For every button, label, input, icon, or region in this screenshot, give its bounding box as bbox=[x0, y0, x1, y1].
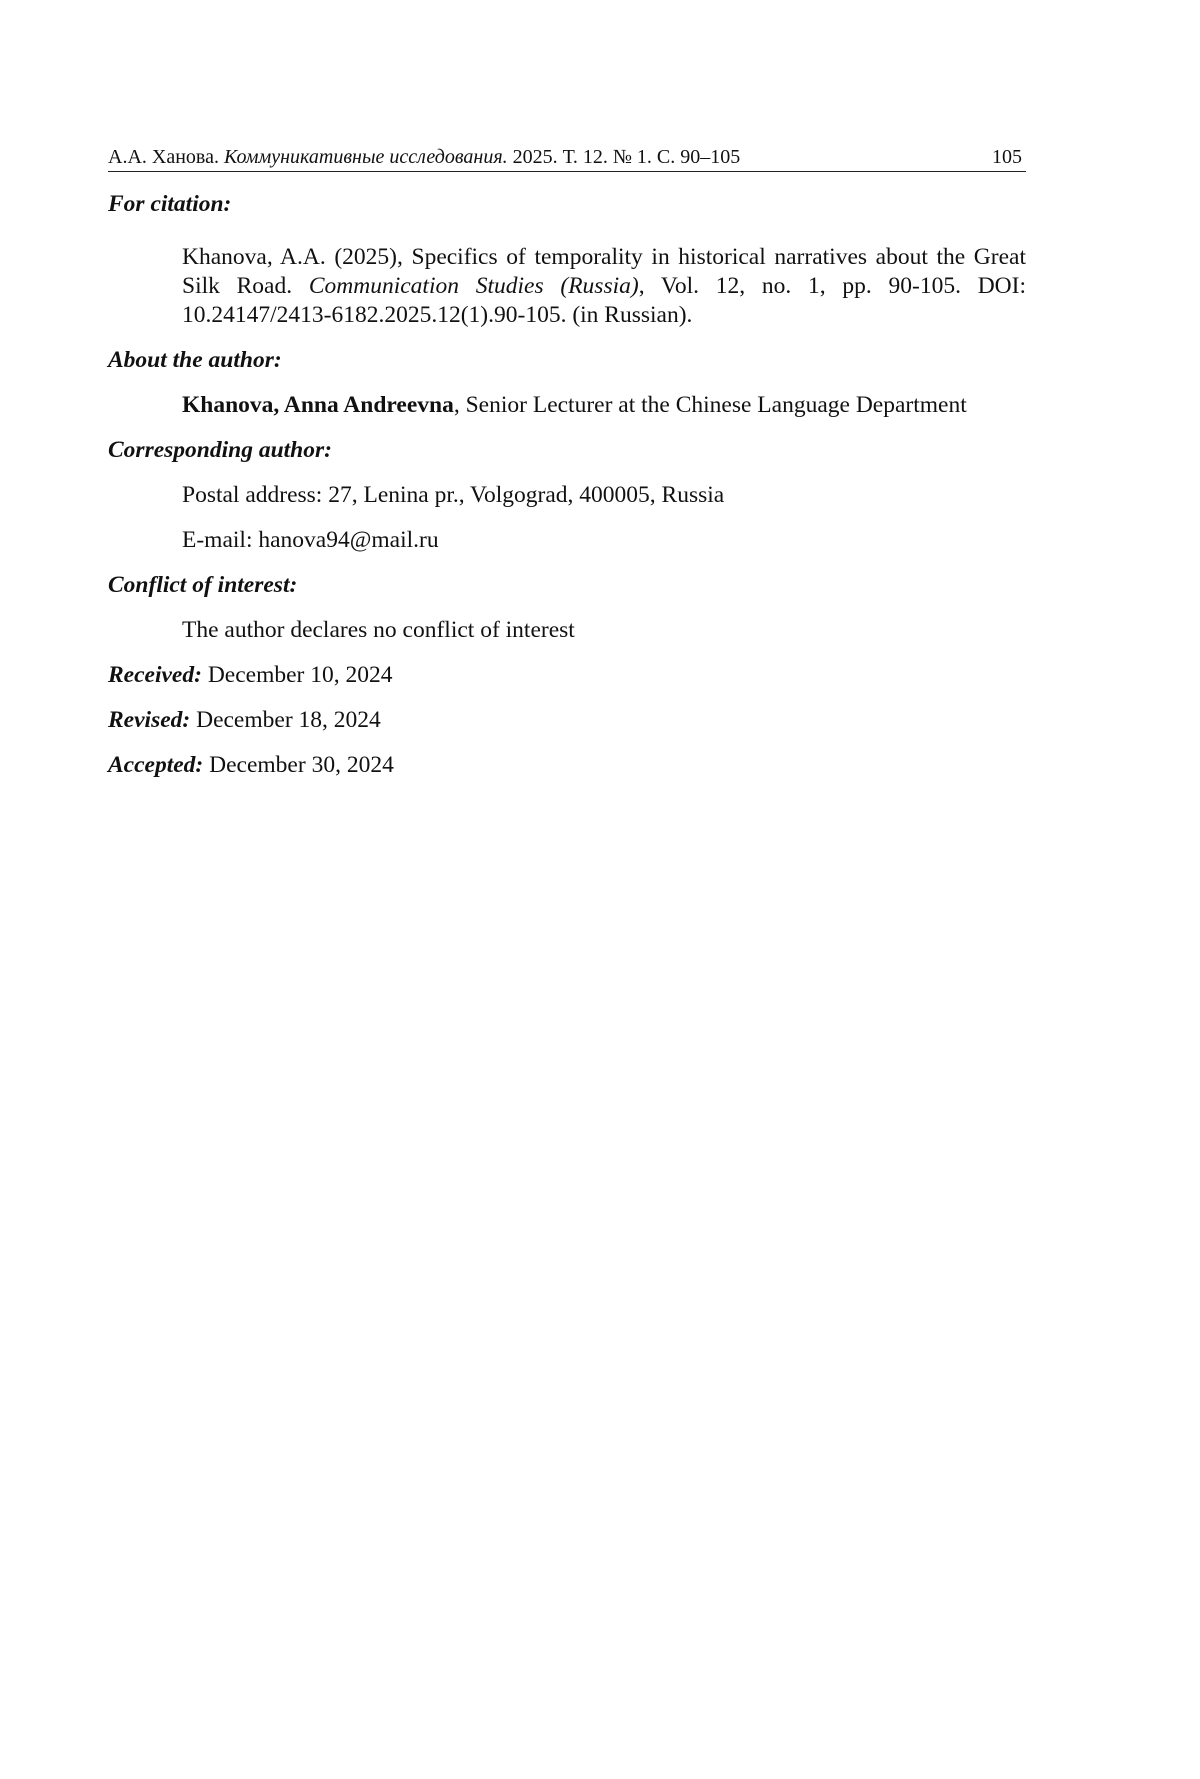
accepted-date bbox=[108, 751, 1026, 780]
running-header-citation bbox=[108, 145, 740, 169]
header-author: А.А. Ханова. bbox=[108, 146, 219, 168]
header-issue: 2025. Т. 12. № 1. С. 90–105 bbox=[512, 146, 741, 168]
about-text bbox=[182, 391, 1026, 420]
about-heading: About the author: bbox=[108, 347, 282, 373]
article-metadata bbox=[108, 190, 1026, 780]
corresponding-heading: Corresponding author: bbox=[108, 437, 332, 463]
email-address[interactable]: E-mail: hanova94@mail.ru bbox=[182, 527, 439, 553]
revised-label: Revised: bbox=[108, 707, 191, 733]
received-label: Received: bbox=[108, 662, 202, 688]
citation-part1: Khanova, A.A. (2025), Specifics of temporality in historical narratives about the Great Silk Road. bbox=[182, 244, 1026, 299]
accepted-label: Accepted: bbox=[108, 752, 204, 778]
conflict-heading: Conflict of interest: bbox=[108, 572, 298, 598]
revised-value: December 18, 2024 bbox=[190, 707, 381, 733]
citation-text bbox=[182, 243, 1026, 330]
author-name: Khanova, Anna Andreevna bbox=[182, 392, 454, 418]
page-number: 105 bbox=[992, 146, 1022, 168]
received-date bbox=[108, 661, 1026, 690]
header-journal: Коммуникативные исследования. bbox=[223, 146, 508, 168]
running-header bbox=[108, 145, 1026, 172]
citation-part2: , Vol. 12, no. 1, pp. 90-105. DOI: 10.24147/2413-6182.2025.12(1).90-105. (in Russian). bbox=[182, 273, 1026, 328]
conflict-text: The author declares no conflict of interest bbox=[182, 617, 575, 643]
received-value: December 10, 2024 bbox=[201, 662, 393, 688]
citation-journal: Communication Studies (Russia) bbox=[308, 273, 639, 299]
citation-heading: For citation: bbox=[108, 191, 232, 217]
postal-address: Postal address: 27, Lenina pr., Volgograd, 400005, Russia bbox=[182, 482, 725, 508]
accepted-value: December 30, 2024 bbox=[203, 752, 394, 778]
author-description: , Senior Lecturer at the Chinese Language Department bbox=[453, 392, 967, 418]
revised-date bbox=[108, 706, 1026, 735]
